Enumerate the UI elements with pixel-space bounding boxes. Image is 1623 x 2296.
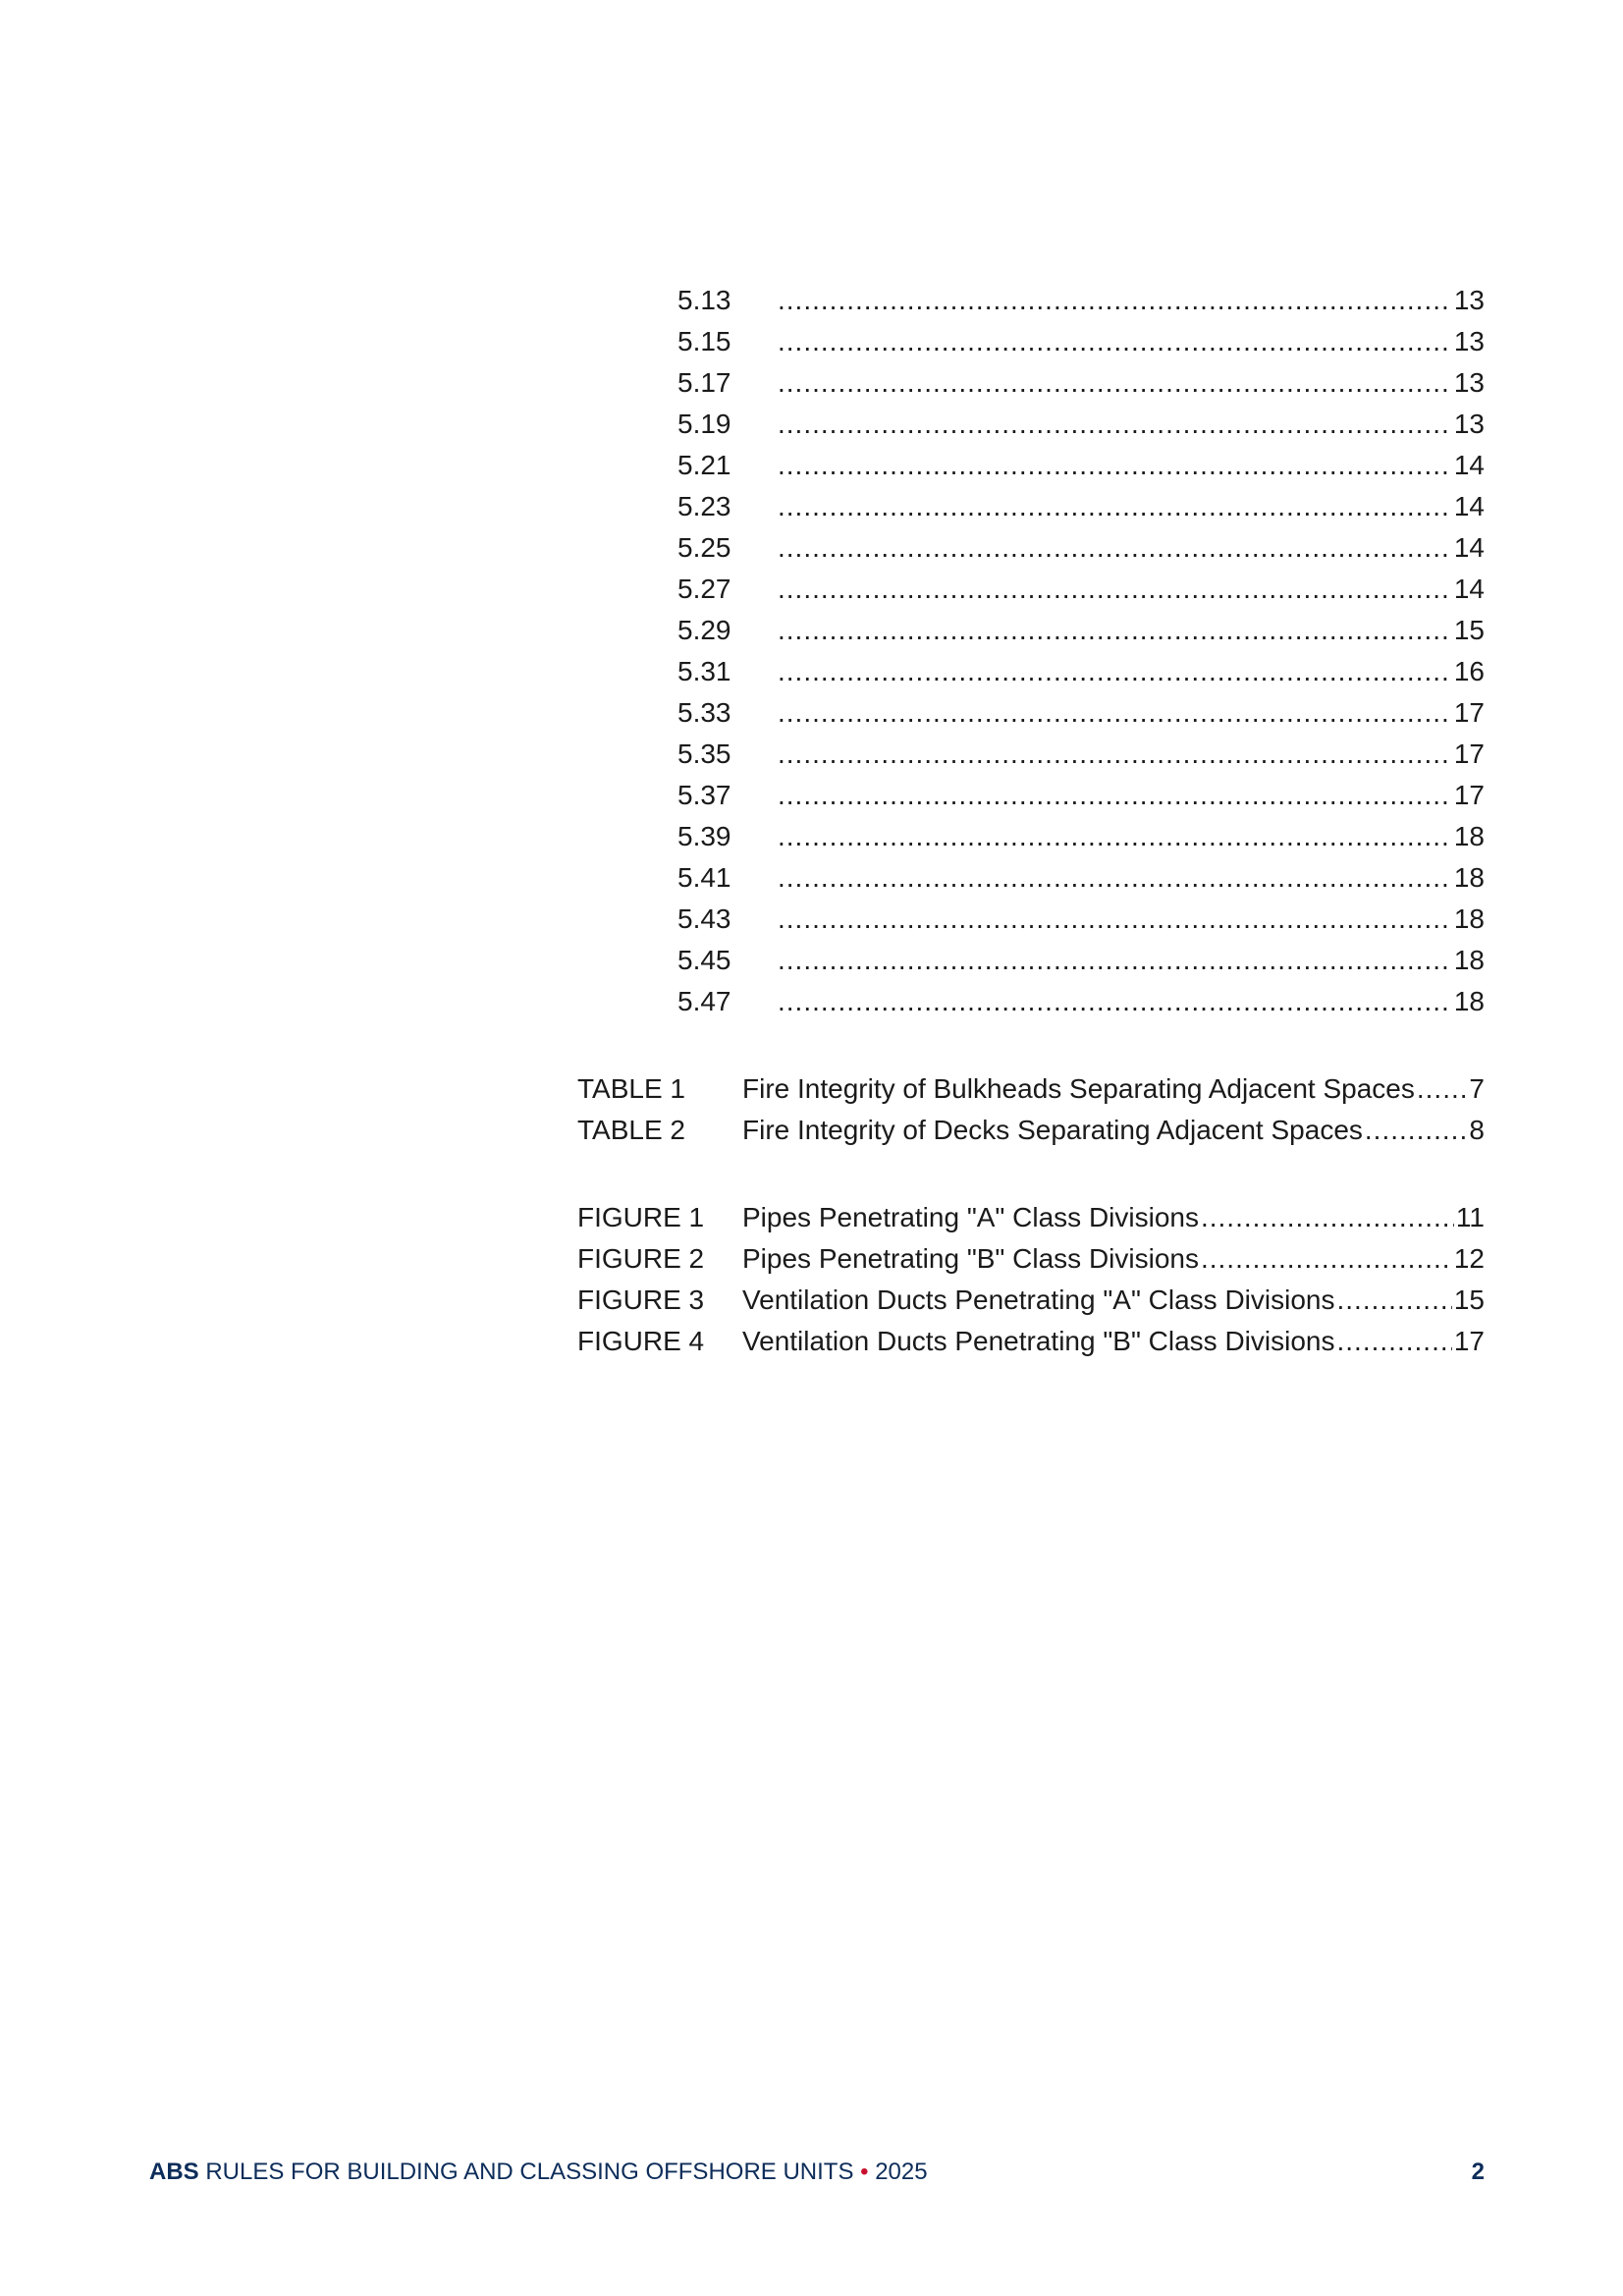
toc-page-number: 18 bbox=[1453, 903, 1485, 934]
toc-row[interactable] bbox=[677, 736, 1485, 773]
figure-title: Ventilation Ducts Penetrating "B" Class Divisions bbox=[742, 1326, 1335, 1356]
toc-page-number: 14 bbox=[1453, 574, 1485, 604]
toc-leader bbox=[778, 859, 1452, 897]
table-listing-row[interactable] bbox=[577, 1112, 1485, 1149]
toc-row[interactable] bbox=[677, 983, 1485, 1020]
toc-number: 5.15 bbox=[677, 326, 731, 356]
toc-leader bbox=[778, 447, 1452, 484]
toc-number: 5.45 bbox=[677, 945, 731, 975]
toc-page-number: 18 bbox=[1453, 821, 1485, 851]
toc-leader bbox=[778, 901, 1452, 938]
toc-number: 5.21 bbox=[677, 450, 731, 480]
toc-number: 5.23 bbox=[677, 491, 731, 521]
figure-number: FIGURE 2 bbox=[577, 1243, 705, 1274]
toc-leader bbox=[1417, 1070, 1468, 1108]
toc-leader bbox=[1365, 1112, 1468, 1149]
toc-leader bbox=[1201, 1199, 1454, 1236]
toc-page-number: 17 bbox=[1453, 780, 1485, 810]
toc-row[interactable] bbox=[677, 694, 1485, 732]
toc-number: 5.35 bbox=[677, 738, 731, 769]
toc-row[interactable] bbox=[677, 406, 1485, 443]
toc-row[interactable] bbox=[677, 612, 1485, 649]
toc-page-number: 16 bbox=[1453, 656, 1485, 686]
toc-leader bbox=[778, 612, 1452, 649]
toc-row[interactable] bbox=[677, 488, 1485, 525]
figure-listing-row[interactable] bbox=[577, 1323, 1485, 1360]
toc-row[interactable] bbox=[677, 818, 1485, 855]
table-number: TABLE 2 bbox=[577, 1115, 685, 1145]
toc-page-number: 13 bbox=[1453, 409, 1485, 439]
toc-row[interactable] bbox=[677, 653, 1485, 690]
toc-leader bbox=[778, 983, 1452, 1020]
toc-page-number: 11 bbox=[1455, 1202, 1485, 1232]
toc-leader bbox=[1337, 1282, 1452, 1319]
figure-number: FIGURE 1 bbox=[577, 1202, 705, 1232]
toc-number: 5.39 bbox=[677, 821, 731, 851]
toc-page-number: 18 bbox=[1453, 945, 1485, 975]
toc-row[interactable] bbox=[677, 859, 1485, 897]
footer-brand: ABS bbox=[149, 2159, 199, 2185]
toc-page-number: 7 bbox=[1469, 1073, 1485, 1104]
toc-number: 5.41 bbox=[677, 862, 731, 893]
footer-page-number: 2 bbox=[1471, 2159, 1485, 2185]
toc-number: 5.33 bbox=[677, 697, 731, 728]
toc-leader bbox=[778, 694, 1452, 732]
toc-row[interactable] bbox=[677, 447, 1485, 484]
toc-page-number: 12 bbox=[1453, 1243, 1485, 1274]
figure-number: FIGURE 3 bbox=[577, 1285, 705, 1315]
toc-leader bbox=[778, 488, 1452, 525]
page-footer bbox=[149, 2156, 1485, 2189]
toc-number: 5.19 bbox=[677, 409, 731, 439]
toc-leader bbox=[778, 364, 1452, 402]
toc-leader bbox=[778, 653, 1452, 690]
toc-leader bbox=[778, 571, 1452, 608]
toc-leader bbox=[778, 282, 1452, 319]
toc-number: 5.29 bbox=[677, 615, 731, 645]
toc-page-number: 13 bbox=[1453, 285, 1485, 315]
toc-row[interactable] bbox=[677, 777, 1485, 814]
figure-listing-row[interactable] bbox=[577, 1240, 1485, 1278]
toc-page-number: 17 bbox=[1453, 738, 1485, 769]
toc-number: 5.37 bbox=[677, 780, 731, 810]
toc-leader bbox=[778, 818, 1452, 855]
toc-leader bbox=[778, 323, 1452, 360]
toc-page-number: 13 bbox=[1453, 367, 1485, 398]
toc-page-number: 14 bbox=[1453, 532, 1485, 563]
toc-page-number: 18 bbox=[1453, 862, 1485, 893]
toc-row[interactable] bbox=[677, 282, 1485, 319]
toc-page-number: 15 bbox=[1453, 1285, 1485, 1315]
toc-row[interactable] bbox=[677, 529, 1485, 567]
table-listing-row[interactable] bbox=[577, 1070, 1485, 1108]
toc-leader bbox=[778, 942, 1452, 979]
toc-leader bbox=[1337, 1323, 1452, 1360]
footer-title: RULES FOR BUILDING AND CLASSING OFFSHORE UNITS bbox=[205, 2159, 854, 2185]
toc-row[interactable] bbox=[677, 901, 1485, 938]
toc-row[interactable] bbox=[677, 364, 1485, 402]
toc-number: 5.27 bbox=[677, 574, 731, 604]
toc-page-number: 13 bbox=[1453, 326, 1485, 356]
toc-page-number: 17 bbox=[1453, 1326, 1485, 1356]
table-title: Fire Integrity of Decks Separating Adjacent Spaces bbox=[742, 1115, 1363, 1145]
figure-listing-row[interactable] bbox=[577, 1282, 1485, 1319]
toc-leader bbox=[1201, 1240, 1452, 1278]
toc-number: 5.43 bbox=[677, 903, 731, 934]
toc-page-number: 18 bbox=[1453, 986, 1485, 1016]
toc-page-number: 14 bbox=[1453, 491, 1485, 521]
toc-number: 5.31 bbox=[677, 656, 731, 686]
figure-title: Ventilation Ducts Penetrating "A" Class Divisions bbox=[742, 1285, 1335, 1315]
toc-leader bbox=[778, 529, 1452, 567]
figure-number: FIGURE 4 bbox=[577, 1326, 705, 1356]
toc-leader bbox=[778, 777, 1452, 814]
figure-title: Pipes Penetrating "A" Class Divisions bbox=[742, 1202, 1199, 1232]
toc-page-number: 17 bbox=[1453, 697, 1485, 728]
toc-row[interactable] bbox=[677, 571, 1485, 608]
figure-title: Pipes Penetrating "B" Class Divisions bbox=[742, 1243, 1199, 1274]
toc-page-number: 14 bbox=[1453, 450, 1485, 480]
table-title: Fire Integrity of Bulkheads Separating Adjacent Spaces bbox=[742, 1073, 1415, 1104]
toc-page-number: 15 bbox=[1453, 615, 1485, 645]
toc-leader bbox=[778, 736, 1452, 773]
table-number: TABLE 1 bbox=[577, 1073, 685, 1104]
toc-leader bbox=[778, 406, 1452, 443]
footer-year: 2025 bbox=[875, 2159, 928, 2185]
toc-number: 5.47 bbox=[677, 986, 731, 1016]
footer-bullet: • bbox=[860, 2159, 869, 2185]
toc-page-number: 8 bbox=[1469, 1115, 1485, 1145]
toc-number: 5.25 bbox=[677, 532, 731, 563]
toc-number: 5.13 bbox=[677, 285, 731, 315]
toc-row[interactable] bbox=[677, 942, 1485, 979]
toc-row[interactable] bbox=[677, 323, 1485, 360]
figure-listing-row[interactable] bbox=[577, 1199, 1485, 1236]
toc-number: 5.17 bbox=[677, 367, 731, 398]
